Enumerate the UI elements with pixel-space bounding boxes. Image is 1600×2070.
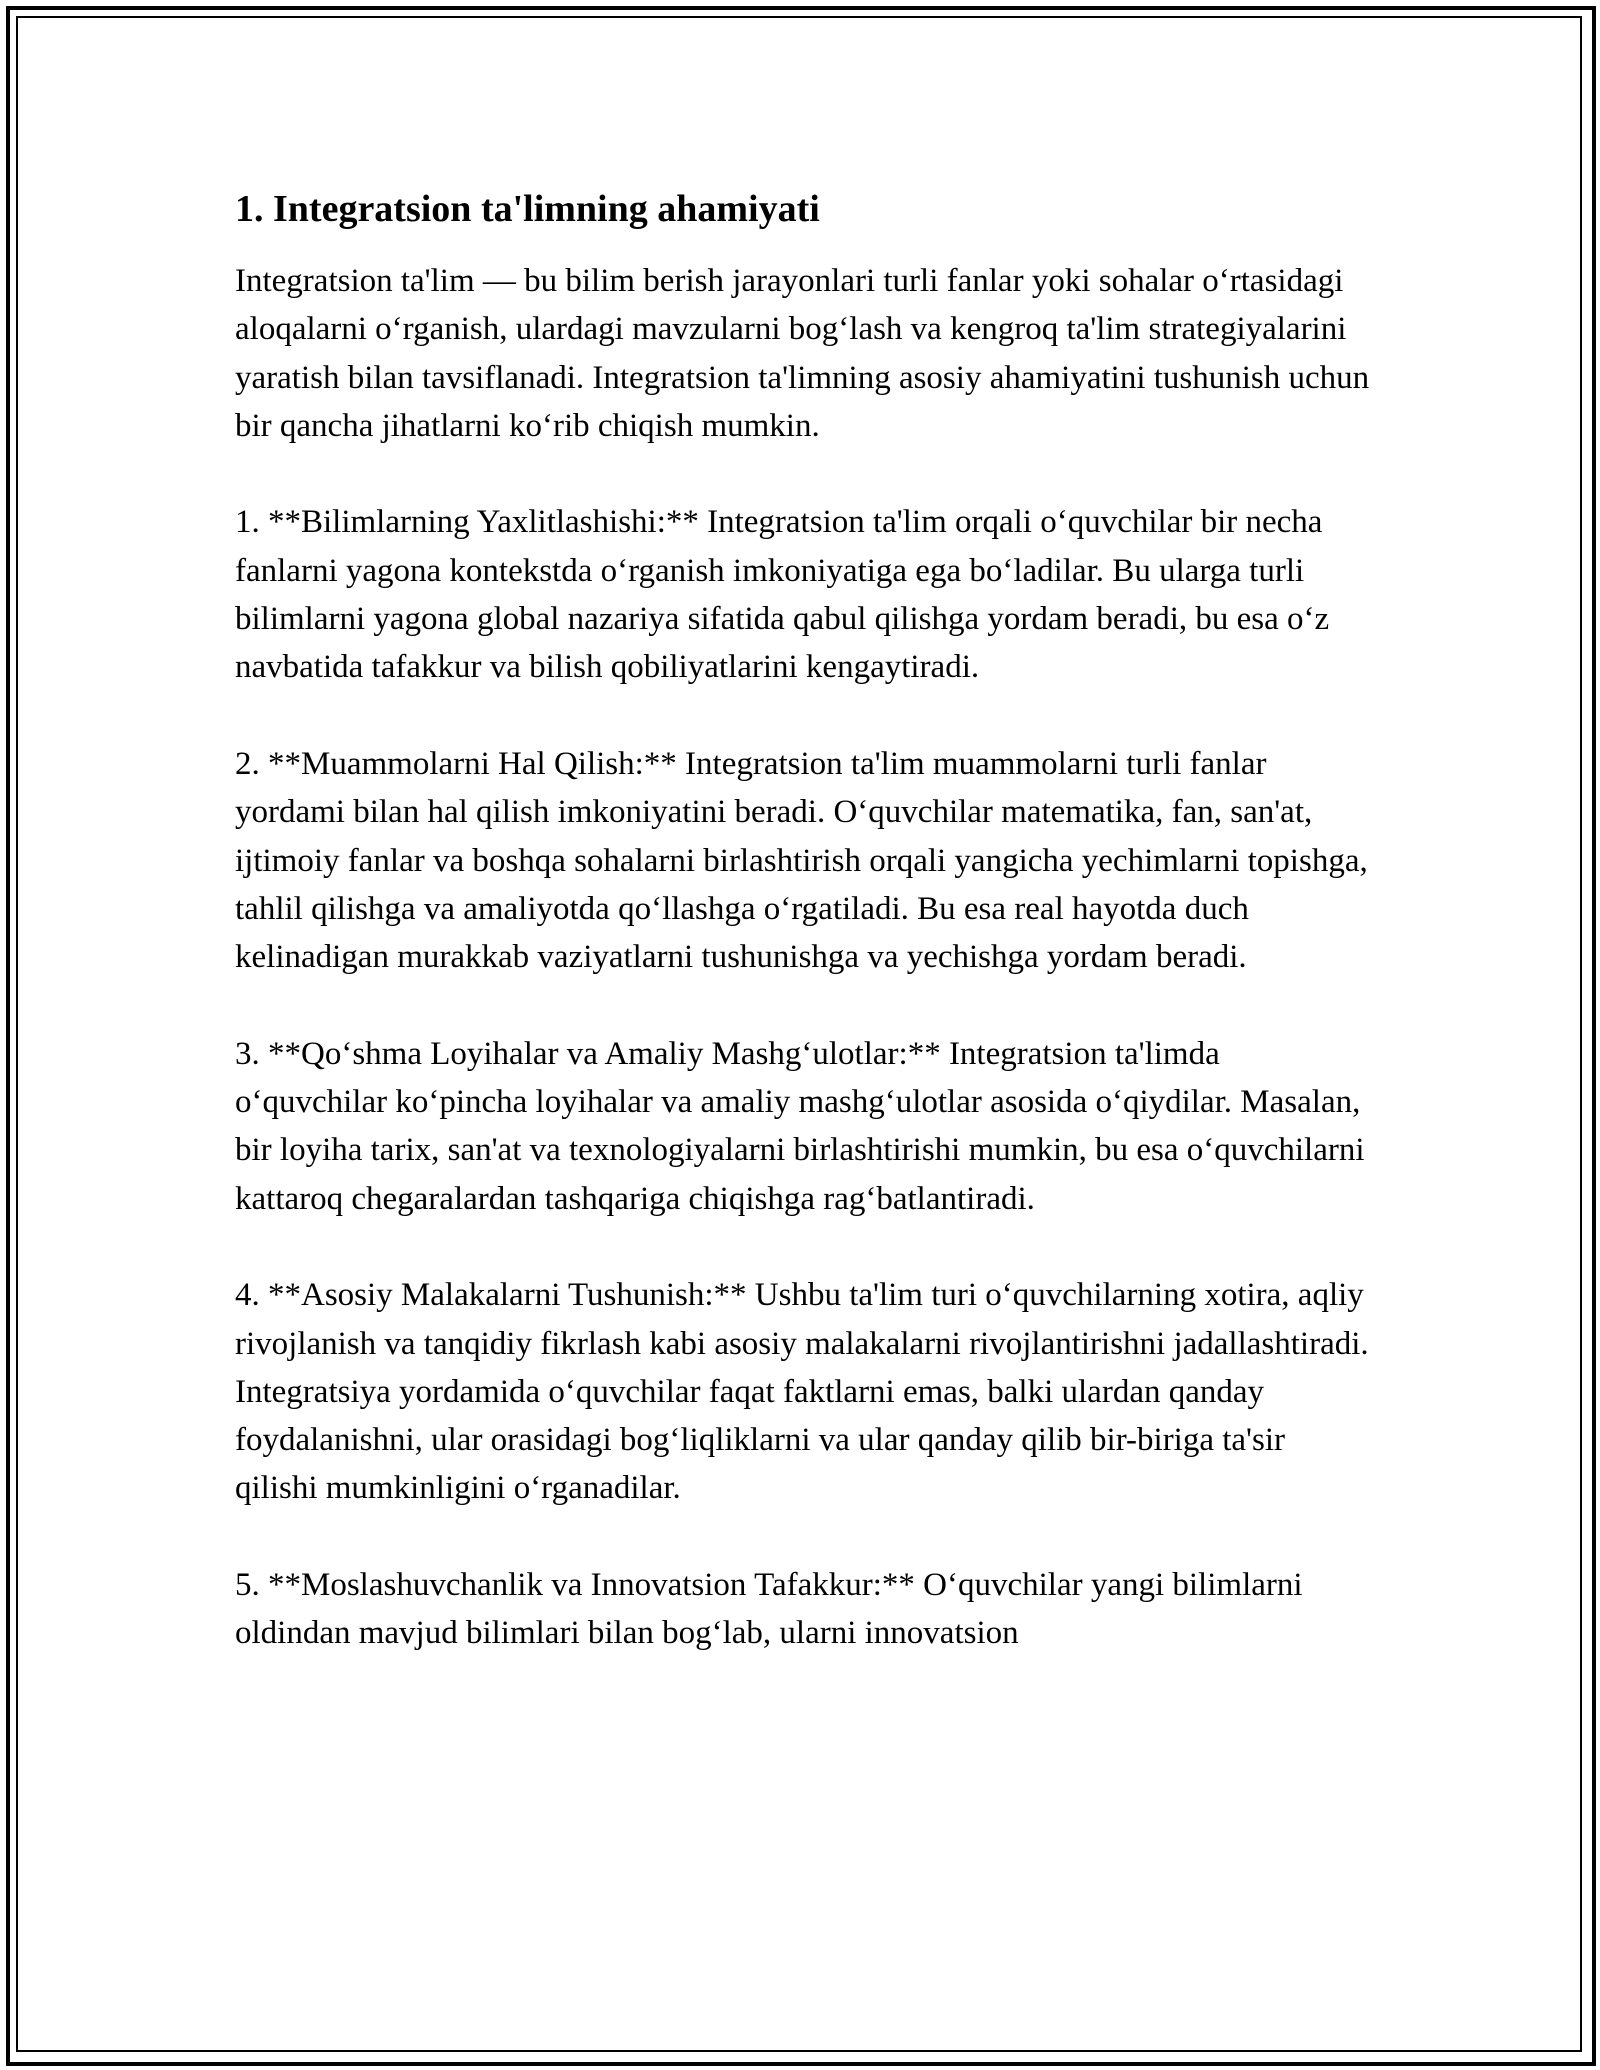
- intro-paragraph: Integratsion ta'lim — bu bilim berish jarayonlari turli fanlar yoki sohalar o‘rtasidagi aloqalarni o‘rganish, ulardagi mavzularni bog‘lash va kengroq ta'lim strategiyalarini yaratish bilan tavsiflanadi. Integratsion ta'limning asosiy ahamiyatini tushunish uchun bir qancha jihatlarni ko‘rib chiqish mumkin.: [235, 263, 1370, 444]
- point-5-paragraph: 5. **Moslashuvchanlik va Innovatsion Tafakkur:** O‘quvchilar yangi bilimlarni oldindan mavjud bilimlari bilan bog‘lab, ularni innovatsion: [235, 1567, 1303, 1652]
- document-body: [235, 185, 1375, 1706]
- point-3-paragraph: 3. **Qo‘shma Loyihalar va Amaliy Mashg‘ulotlar:** Integratsion ta'limda o‘quvchilar ko‘pincha loyihalar va amaliy mashg‘ulotlar asosida o‘qiydilar. Masalan, bir loyiha tarix, san'at va texnologiyalarni birlashtirishi mumkin, bu esa o‘quvchilarni kattaroq chegaralardan tashqariga chiqishga rag‘batlantiradi.: [235, 1035, 1365, 1217]
- point-4-paragraph: 4. **Asosiy Malakalarni Tushunish:** Ushbu ta'lim turi o‘quvchilarning xotira, aqliy rivojlanish va tanqidiy fikrlash kabi asosiy malakalarni rivojlantirishni jadallashtiradi. Integratsiya yordamida o‘quvchilar faqat faktlarni emas, balki ulardan qanday foydalanishni, ular orasidagi bog‘liqliklarni va ular qanday qilib bir-biriga ta'sir qilishi mumkinligini o‘rganadilar.: [235, 1277, 1369, 1507]
- section-heading: 1. Integratsion ta'limning ahamiyati: [235, 188, 820, 230]
- point-2-paragraph: 2. **Muammolarni Hal Qilish:** Integratsion ta'lim muammolarni turli fanlar yordami bilan hal qilish imkoniyatini beradi. O‘quvchilar matematika, fan, san'at, ijtimoiy fanlar va boshqa sohalarni birlashtirish orqali yangicha yechimlarni topishga, tahlil qilishga va amaliyotda qo‘llashga o‘rgatiladi. Bu esa real hayotda duch kelinadigan murakkab vaziyatlarni tushunishga va yechishga yordam beradi.: [235, 745, 1368, 976]
- point-1-paragraph: 1. **Bilimlarning Yaxlitlashishi:** Integratsion ta'lim orqali o‘quvchilar bir necha fanlarni yagona kontekstda o‘rganish imkoniyatiga ega bo‘ladilar. Bu ularga turli bilimlarni yagona global nazariya sifatida qabul qilishga yordam beradi, bu esa o‘z navbatida tafakkur va bilish qobiliyatlarini kengaytiradi.: [235, 504, 1330, 686]
